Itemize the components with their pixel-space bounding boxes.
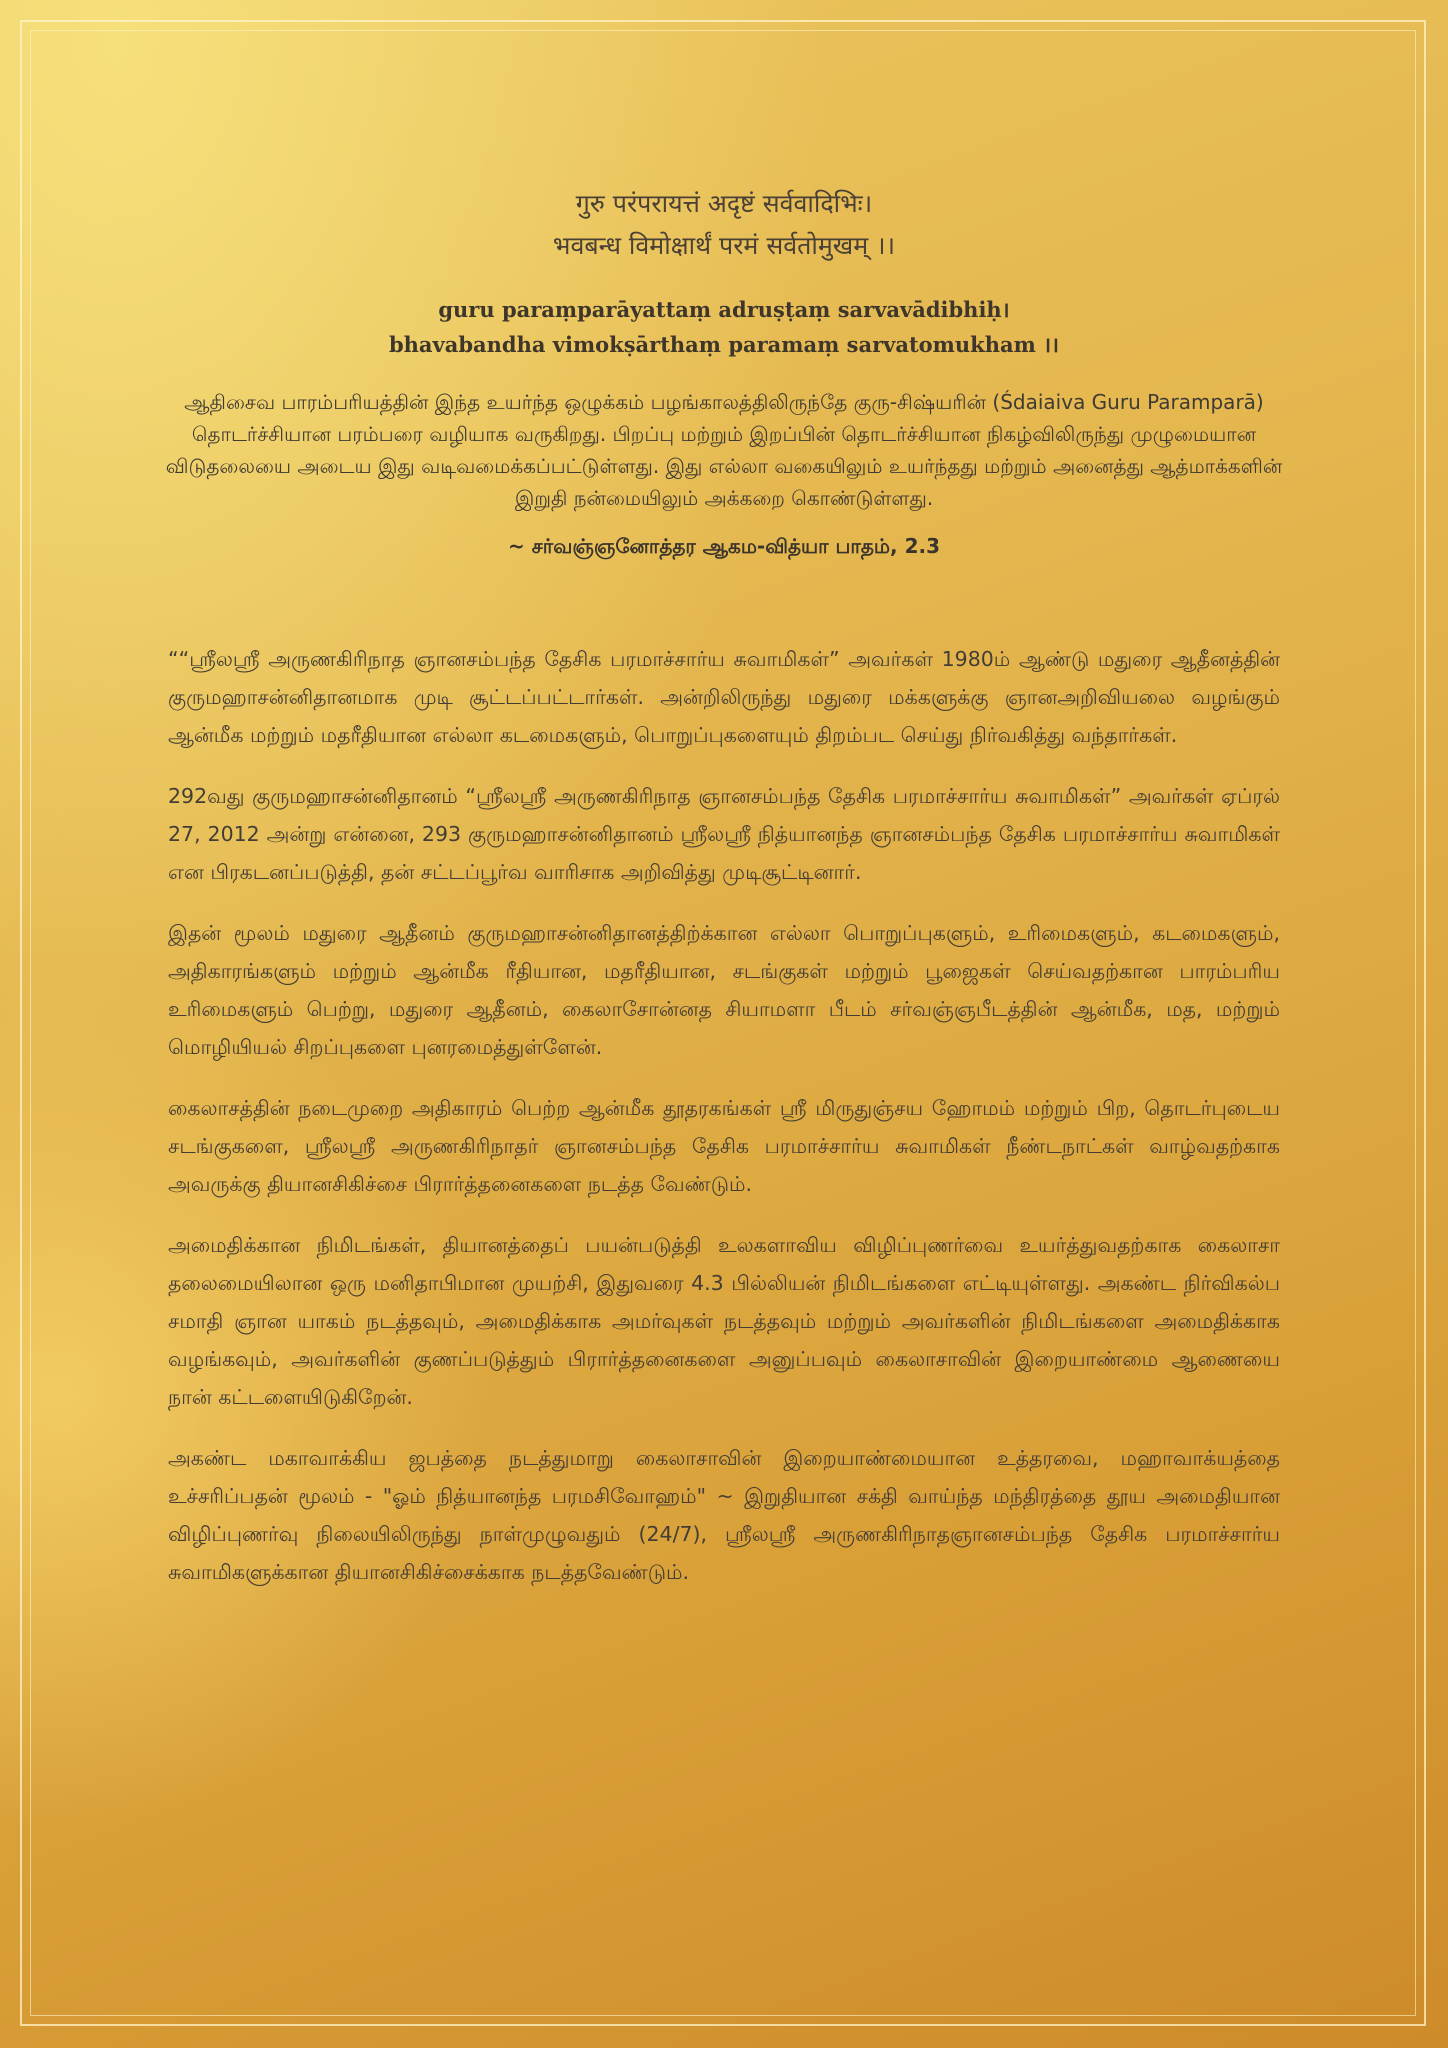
paragraph-2: 292வது குருமஹாசன்னிதானம் “ஸ்ரீலஸ்ரீ அருணகிரிநாத ஞானசம்பந்த தேசிக பரமாச்சார்ய சுவாமிகள்” அவர்கள் ஏப்ரல் 27, 2012 அன்று என்னை, 293 குருமஹாசன்னிதானம் ஸ்ரீலஸ்ரீ நித்யானந்த ஞானசம்பந்த தேசிக பரமாச்சார்ய சுவாமிகள் என பிரகடனப்படுத்தி, தன் சட்டப்பூர்வ வாரிசாக அறிவித்து முடிசூட்டினார். (168, 784, 1280, 884)
sanskrit-verse (150, 183, 1298, 267)
declaration-body (168, 640, 1280, 1614)
transliteration (150, 292, 1298, 362)
verse-header (150, 183, 1298, 561)
paragraph-6: அகண்ட மகாவாக்கிய ஜபத்தை நடத்துமாறு கைலாசாவின் இறையாண்மையான உத்தரவை, மஹாவாக்யத்தை உச்சரிப்பதன் மூலம் - "ஓம் நித்யானந்த பரமசிவோஹம்" ~ இறுதியான சக்தி வாய்ந்த மந்திரத்தை தூய அமைதியான விழிப்புணர்வு நிலையிலிருந்து நாள்முழுவதும் (24/7), ஸ்ரீலஸ்ரீ அருணகிரிநாதஞானசம்பந்த தேசிக பரமாச்சார்ய சுவாமிகளுக்கான தியானசிகிச்சைக்காக நடத்தவேண்டும். (168, 1446, 1280, 1584)
sanskrit-line-1: गुरु परंपरायत्तं अदृष्टं सर्ववादिभिः। (575, 189, 873, 218)
transliteration-line-1: guru paraṃparāyattaṃ adruṣṭaṃ sarvavādibhiḥ। (438, 297, 1010, 322)
paragraph-1: ““ஸ்ரீலஸ்ரீ அருணகிரிநாத ஞானசம்பந்த தேசிக பரமாச்சார்ய சுவாமிகள்” அவர்கள் 1980ம் ஆண்டு மதுரை ஆதீனத்தின் குருமஹாசன்னிதானமாக முடி சூட்டப்பட்டார்கள். அன்றிலிருந்து மதுரை மக்களுக்கு ஞானஅறிவியலை வழங்கும் ஆன்மீக மற்றும் மதரீதியான எல்லா கடமைகளும், பொறுப்புகளையும் திறம்பட செய்து நிர்வகித்து வந்தார்கள். (168, 647, 1280, 747)
paragraph-5: அமைதிக்கான நிமிடங்கள், தியானத்தைப் பயன்படுத்தி உலகளாவிய விழிப்புணர்வை உயர்த்துவதற்காக கைலாசா தலைமையிலான ஒரு மனிதாபிமான முயற்சி, இதுவரை 4.3 பில்லியன் நிமிடங்களை எட்டியுள்ளது. அகண்ட நிர்விகல்ப சமாதி ஞான யாகம் நடத்தவும், அமைதிக்காக அமர்வுகள் நடத்தவும் மற்றும் அவர்களின் நிமிடங்களை அமைதிக்காக வழங்கவும், அவர்களின் குணப்படுத்தும் பிரார்த்தனைகளை அனுப்பவும் கைலாசாவின் இறையாண்மை ஆணையை நான் கட்டளையிடுகிறேன். (168, 1233, 1280, 1409)
transliteration-line-2: bhavabandha vimokṣārthaṃ paramaṃ sarvatomukham ।। (388, 332, 1060, 357)
verse-source: ~ சர்வஞ்ஞனோத்தர ஆகம-வித்யா பாதம், 2.3 (507, 534, 940, 558)
paragraph-4: கைலாசத்தின் நடைமுறை அதிகாரம் பெற்ற ஆன்மீக தூதரகங்கள் ஸ்ரீ மிருதுஞ்சய ஹோமம் மற்றும் பிற, தொடர்புடைய சடங்குகளை, ஸ்ரீலஸ்ரீ அருணகிரிநாதர் ஞானசம்பந்த தேசிக பரமாச்சார்ய சுவாமிகள் நீண்டநாட்கள் வாழ்வதற்காக அவருக்கு தியானசிகிச்சை பிரார்த்தனைகளை நடத்த வேண்டும். (168, 1096, 1280, 1196)
paragraph-3: இதன் மூலம் மதுரை ஆதீனம் குருமஹாசன்னிதானத்திற்க்கான எல்லா பொறுப்புகளும், உரிமைகளும், கடமைகளும், அதிகாரங்களும் மற்றும் ஆன்மீக ரீதியான, மதரீதியான, சடங்குகள் மற்றும் பூஜைகள் செய்வதற்கான பாரம்பரிய உரிமைகளும் பெற்று, மதுரை ஆதீனம், கைலாசோன்னத சியாமளா பீடம் சர்வஞ்ஞபீடத்தின் ஆன்மீக, மத, மற்றும் மொழியியல் சிறப்புகளை புனரமைத்துள்ளேன். (168, 921, 1280, 1059)
sanskrit-line-2: भवबन्ध विमोक्षार्थं परमं सर्वतोमुखम् ।। (552, 231, 896, 260)
verse-meaning: ஆதிசைவ பாரம்பரியத்தின் இந்த உயர்ந்த ஒழுக்கம் பழங்காலத்திலிருந்தே குரு-சிஷ்யரின் (Śdaiaiva Guru Paramparā) தொடர்ச்சியான பரம்பரை வழியாக வருகிறது. பிறப்பு மற்றும் இறப்பின் தொடர்ச்சியான நிகழ்விலிருந்து முழுமையான விடுதலையை அடைய இது வடிவமைக்கப்பட்டுள்ளது. இது எல்லா வகையிலும் உயர்ந்தது மற்றும் அனைத்து ஆத்மாக்களின் இறுதி நன்மையிலும் அக்கறை கொண்டுள்ளது. (165, 390, 1283, 510)
